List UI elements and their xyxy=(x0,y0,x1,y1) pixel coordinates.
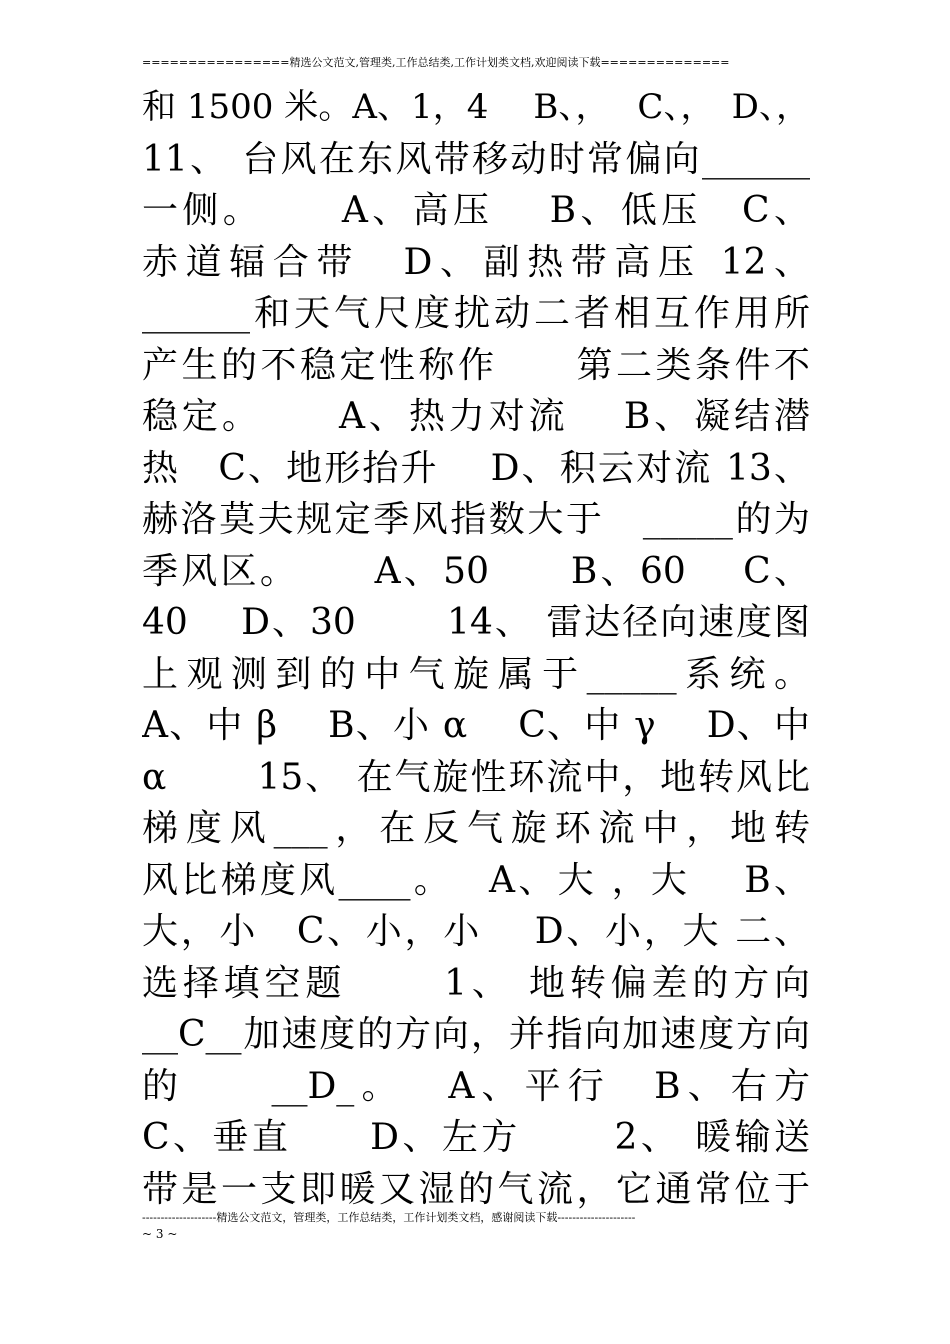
body-line: 大，小 C、小，小 D、小，大 二、 xyxy=(142,911,810,952)
body-line: 11、 台风在东风带移动时常偏向______ xyxy=(142,138,810,180)
page-number: ~ 3 ~ xyxy=(142,1227,178,1241)
body-line: 稳定。 A、热力对流 B、凝结潜 xyxy=(142,396,810,437)
body-line: C、垂直 D、左方 2、 暖输送 xyxy=(142,1117,810,1158)
body-line: α 15、 在气旋性环流中，地转风比 xyxy=(142,756,810,798)
body-line: 赤道辐合带 D、副热带高压 12、 xyxy=(142,241,810,283)
document-body xyxy=(142,82,810,1215)
body-line: 风比梯度风____。 A、大 ，大 B、 xyxy=(142,859,810,901)
body-line: 一侧。 A、高压 B、低压 C、 xyxy=(142,190,810,231)
body-line: 上观测到的中气旋属于_____系统。 xyxy=(142,653,810,695)
body-line: 梯度风___，在反气旋环流中，地转 xyxy=(142,808,810,849)
body-line: 带是一支即暖又湿的气流，它通常位于 xyxy=(142,1168,810,1210)
body-line: ______和天气尺度扰动二者相互作用所 xyxy=(142,293,810,334)
body-line: 的 __D_。 A、平行 B、右方 xyxy=(142,1065,810,1107)
page-header: ================精选公文范文,管理类,工作总结类,工作计划类文档,欢迎阅读下载============== xyxy=(142,56,730,69)
body-line: 选择填空题 1、 地转偏差的方向 xyxy=(142,962,810,1004)
page-footer: --------------------精选公文范文，管理类，工作总结类，工作计划类文档，感谢阅读下载--------------------- xyxy=(142,1211,636,1224)
body-line: 和 1500 米。A、1，4 B、， C、， D、， xyxy=(142,87,810,127)
body-line: 赫洛莫夫规定季风指数大于 _____的为 xyxy=(142,499,810,540)
body-line: 40 D、30 14、 雷达径向速度图 xyxy=(142,602,810,643)
body-line: 产生的不稳定性称作 第二类条件不 xyxy=(142,344,810,386)
body-line: A、中 β B、小 α C、中 γ D、中 xyxy=(142,705,810,746)
body-line: __C__加速度的方向，并指向加速度方向 xyxy=(142,1014,810,1055)
body-line: 季风区。 A、50 B、60 C、 xyxy=(142,550,810,592)
body-line: 热 C、地形抬升 D、积云对流 13、 xyxy=(142,447,810,489)
